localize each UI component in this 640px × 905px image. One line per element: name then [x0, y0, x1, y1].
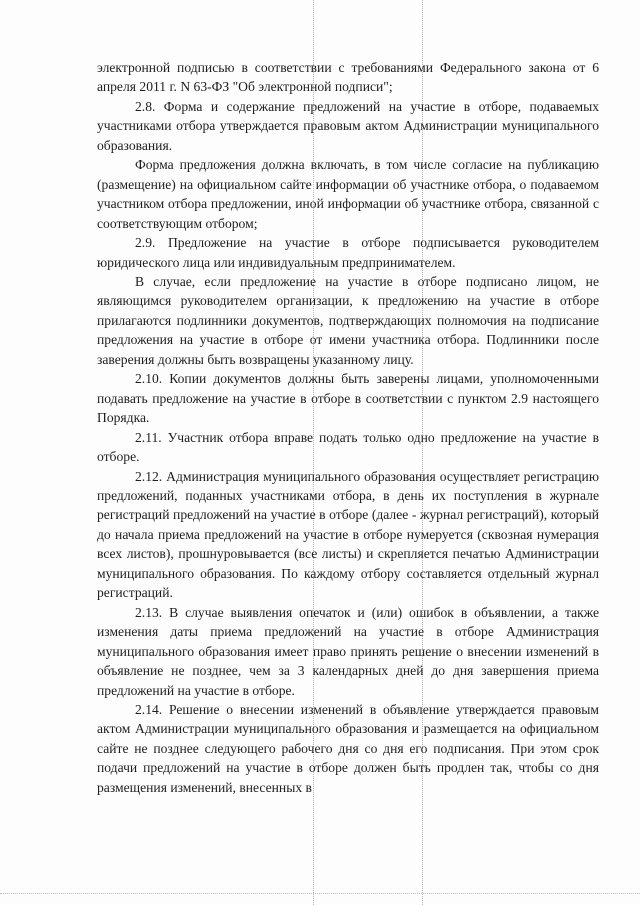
- paragraph-2-14: 2.14. Решение о внесении изменений в объявление утверждается правовым актом Администрации муниципального образования и размещается на официальном сайте не позднее следующего рабочего дня со дня его подписания. При этом срок подачи предложений на участие в отборе должен быть продлен так, чтобы со дня размещения изменений, внесенных в: [97, 701, 599, 795]
- paragraph-2-12: 2.12. Администрация муниципального образования осуществляет регистрацию предложений, поданных участниками отбора, в день их поступления в журнале регистраций предложений на участие в отборе (далее - журнал регистраций), который до начала приема предложений на участие в отборе нумеруется (сквозная нумерация всех листов), прошнуровывается (все листы) и скрепляется печатью Администрации муниципального образования. По каждому отбору составляется отдельный журнал регистраций.: [97, 468, 599, 601]
- paragraph-proposal-form: Форма предложения должна включать, в том числе согласие на публикацию (размещение) на официальном сайте информации об участнике отбора, о подаваемом участником отбора предложении, иной информации об участнике отбора, связанной с соответствующим отбором;: [97, 157, 599, 231]
- paragraph-signed-by-other: В случае, если предложение на участие в отборе подписано лицом, не являющимся руководителем организации, к предложению на участие в отборе прилагаются подлинники документов, подтверждающих полномочия на подписание предложения на участие в отборе от имени участника отбора. Подлинники после заверения должны быть возвращены указанному лицу.: [97, 273, 599, 367]
- document-body: [97, 58, 599, 797]
- paragraph-2-10: 2.10. Копии документов должны быть заверены лицами, уполномоченными подавать предложение на участие в отборе в соответствии с пунктом 2.9 настоящего Порядка.: [97, 371, 599, 426]
- paragraph-2-9: 2.9. Предложение на участие в отборе подписывается руководителем юридического лица или индивидуальным предпринимателем.: [97, 235, 599, 270]
- paragraph-2-13: 2.13. В случае выявления опечаток и (или) ошибок в объявлении, а также изменения даты приема предложений на участие в отборе Администрация муниципального образования имеет право принять решение о внесении изменений в объявление не позднее, чем за 3 календарных дней до дня завершения приема предложений на участие в отборе.: [97, 604, 599, 698]
- paragraph-2-8: 2.8. Форма и содержание предложений на участие в отборе, подаваемых участниками отбора утверждается правовым актом Администрации муниципального образования.: [97, 98, 599, 153]
- paragraph-2-11: 2.11. Участник отбора вправе подать только одно предложение на участие в отборе.: [97, 429, 599, 465]
- scan-bottom-edge: [0, 893, 640, 895]
- paragraph-continuation: электронной подписью в соответствии с требованиями Федерального закона от 6 апреля 2011 г. N 63-ФЗ "Об электронной подписи";: [97, 60, 599, 95]
